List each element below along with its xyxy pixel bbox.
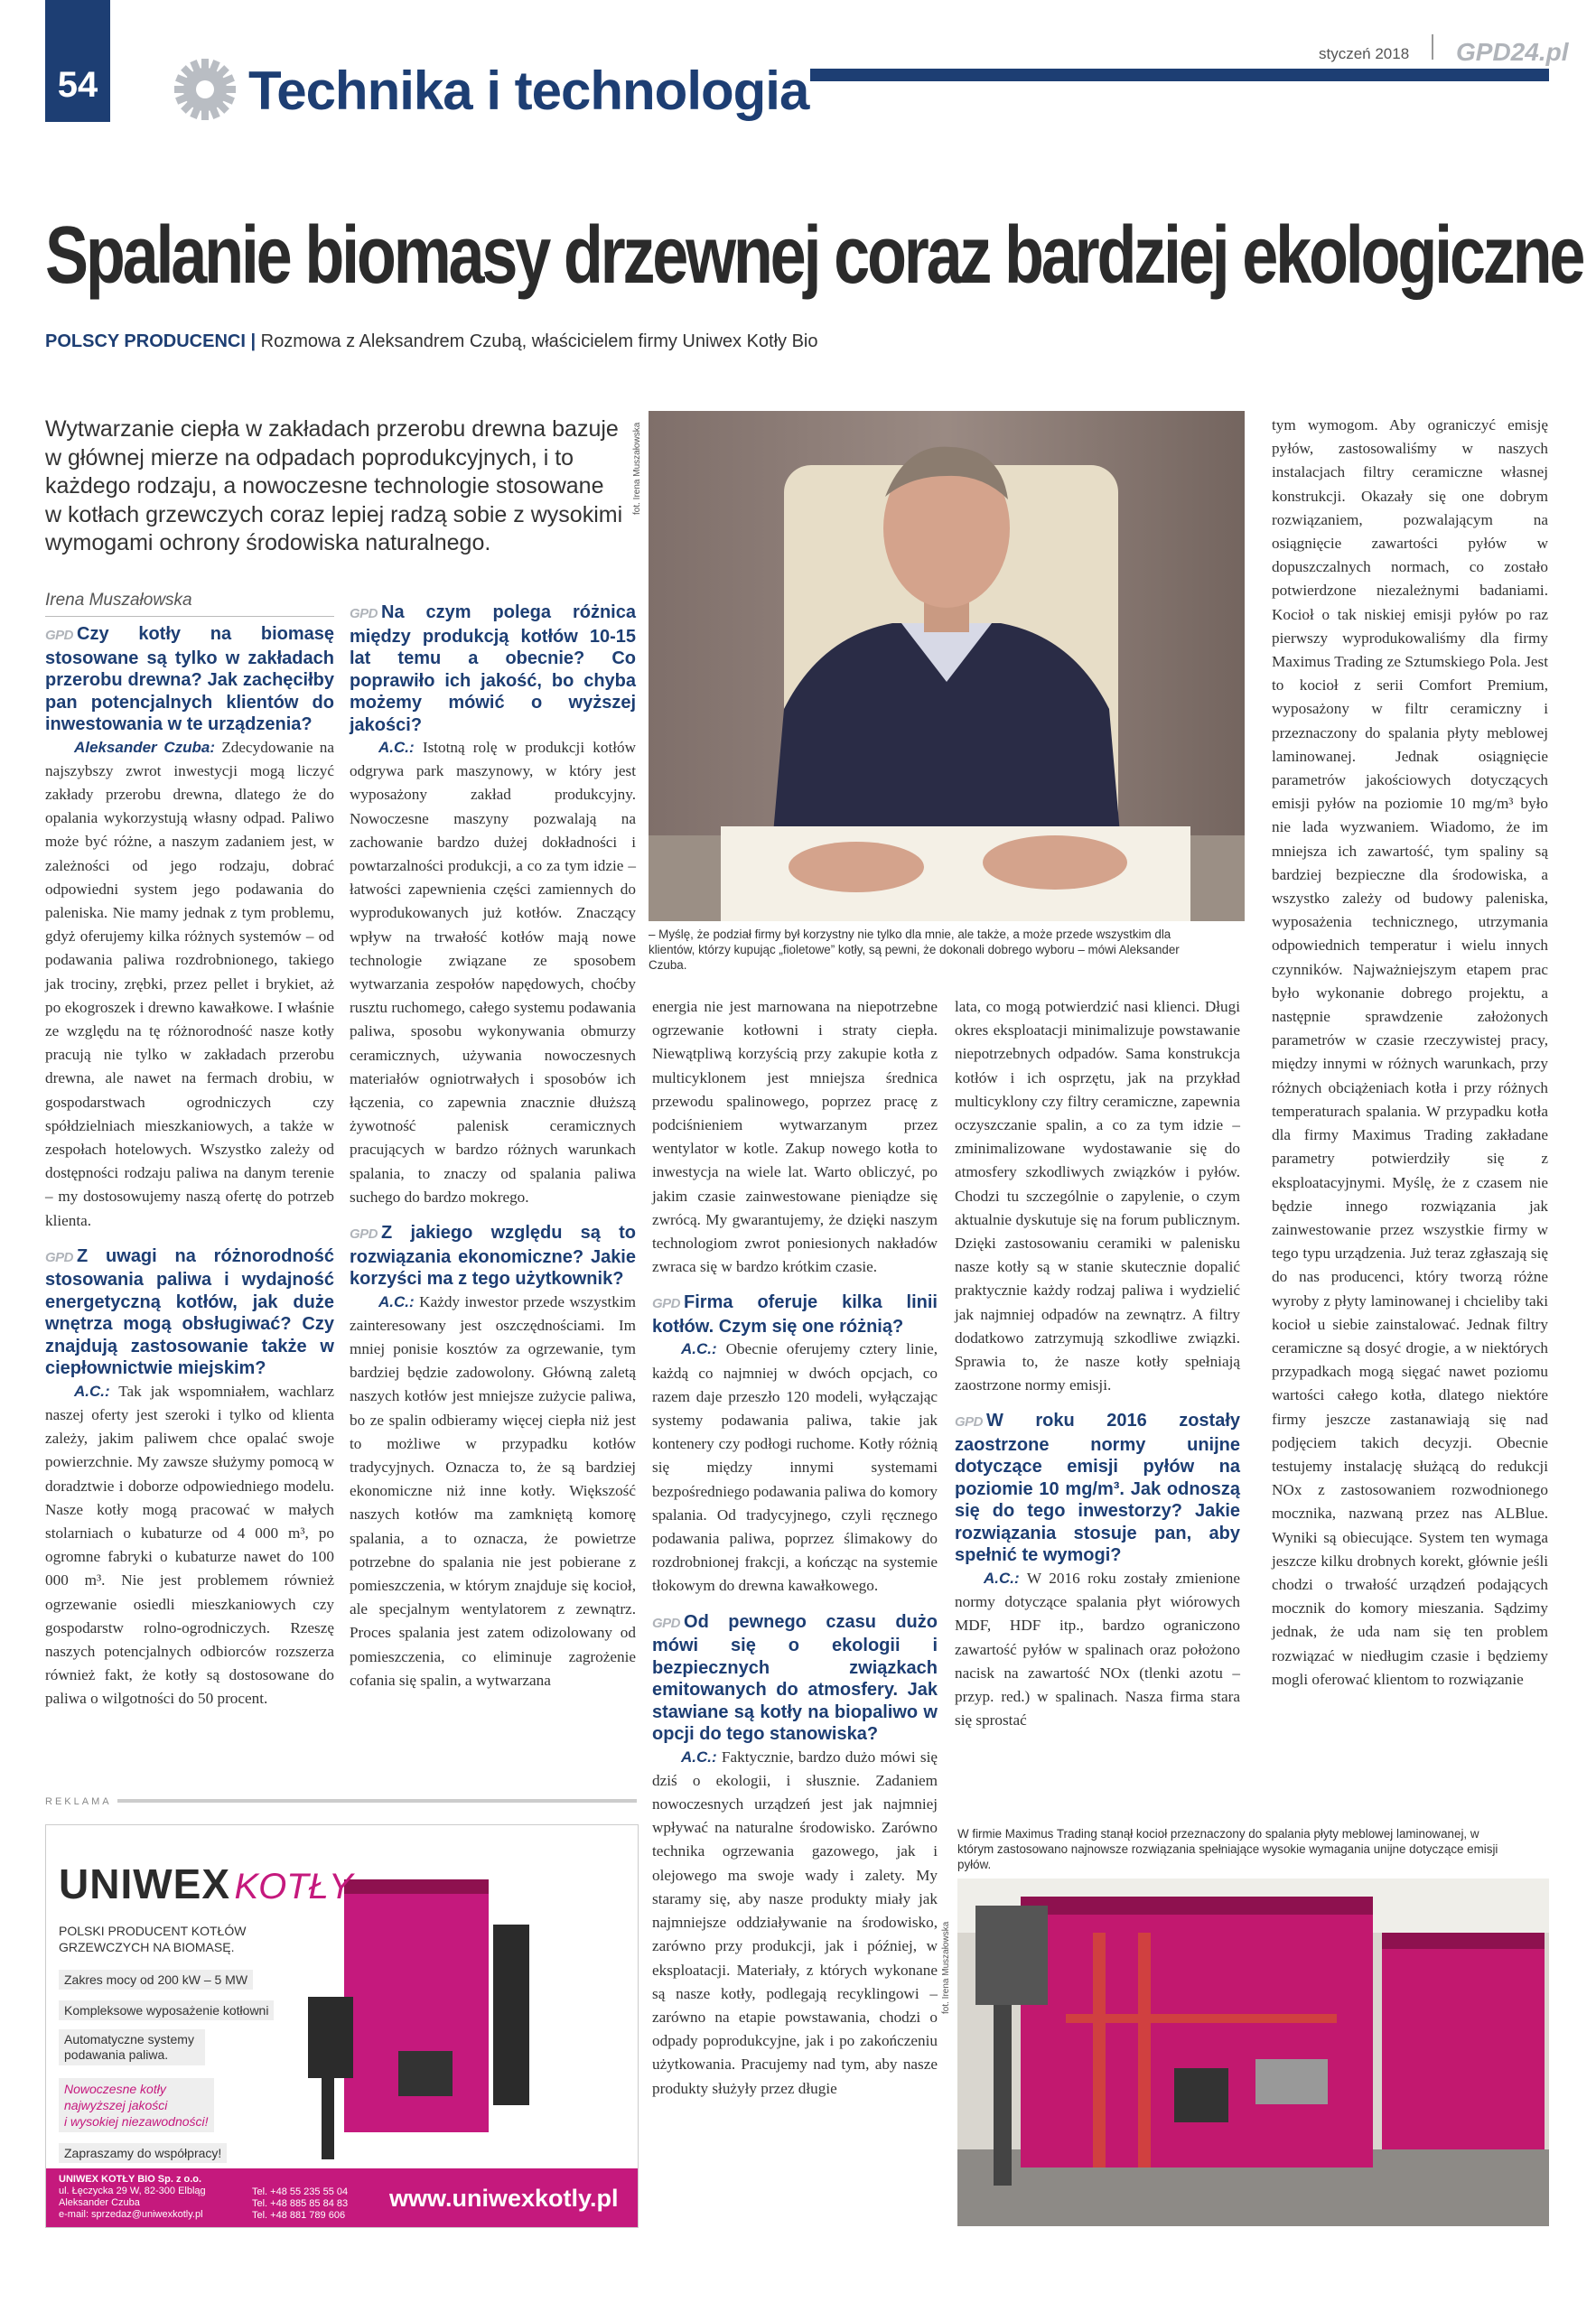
photo-credit: fot. Irena Muszałowska [632, 422, 642, 515]
column-1 [45, 623, 334, 1711]
speaker-label: A.C.: [681, 1340, 717, 1358]
ad-url[interactable]: www.uniwexkotly.pl [389, 2185, 619, 2212]
question-4: Z jakiego względu są to rozwiązania ekonomiczne? Jakie korzyści ma z tego użytkownik? [350, 1223, 636, 1290]
author-line [45, 591, 334, 617]
boiler-photo [957, 1878, 1549, 2226]
answer-4: Każdy inwestor przede wszystkim zainteresowany jest oszczędnościami. Im mniej ponisie kosztów za ogrzewanie, tym bardziej będzie zadowolony. Główną zaletą naszych kotłów jest mniejsze zużycie paliwa, bo ze spalin odbieramy więcej ciepła niż jest to możliwe w przypadku kotłów tradycyjnych. Oznacza to, że są bardziej ekonomiczne niż inne kotły. Większość naszych kotłów ma zamkniętą komorę spalania, a to oznacza, że powietrze potrzebne do spalania nie jest pobierane z pomieszczenia, w którym znajduje się kocioł, ale specjalnym wentylatorem z zewnątrz. Proces spalania jest zatem odizolowany od pomieszczenia, co eliminuje zagrożenie cofania się spalin, a wytwarzana [350, 1292, 637, 1689]
portrait-illustration [649, 411, 1245, 921]
ad-feature: Kompleksowe wyposażenie kotłowni [59, 2000, 274, 2020]
speaker-label: A.C.: [378, 739, 415, 756]
site-logo[interactable]: GPD24.pl [1456, 38, 1569, 66]
ad-company: UNIWEX KOTŁY BIO Sp. z o.o. [59, 2174, 202, 2185]
ad-highlight-line: Nowoczesne kotły [64, 2082, 166, 2096]
speaker-label: A.C.: [681, 1748, 717, 1766]
column-5-text: tym wymogom. Aby ograniczyć emisję pyłów, zastosowaliśmy w naszych instalacjach filtry ceramiczne własnej konstrukcji. Okazały się one dobrym rozwiązaniem, pozwalającym na osiągnięcie zawartości pyłów w dopuszczalnych normach, co zostało potwierdzone niezależnymi badaniami. Kocioł o tak niskiej emisji pyłów po raz pierwszy wyprodukowaliśmy dla firmy Maximus Trading ze Sztumskiego Pola. Jest to kocioł z serii Comfort Premium, wyposażony w filtr ceramiczny i przeznaczony do spalania płyty meblowej laminowanej. Jednak osiągnięcie parametrów jakościowych dotyczących emisji pyłów na poziomie 10 mg/m³ było nie lada wyzwaniem. Wiadomo, że im mniejsza ich zawartość, tym spaliny są bardziej bezpieczne dla środowiska, a wszystko zależy od budowy paleniska, wyposażenia technicznego, utrzymania odpowiednich temperatur i wielu innych czynników. Najważniejszym etapem prac było wykonanie dobrego projektu, a następnie sprawdzenie założonych parametrów w czasie rzeczywistej pracy, między innymi w różnych warunkach, przy różnych obciążeniach kotła i przy różnych temperaturach spalania. W przypadku kotła dla firmy Maximus Trading zakładane parametry potwierdziły się z eksploatacyjnymi. Myślę, że z czasem nie będzie innego rozwiązania jak zainwestowanie przez wszystkie firmy w tego typu urządzenia. Już teraz zgłaszają się do nas producenci, który tworzą różne wyroby z płyty laminowanej i chcieliby taki kocioł u siebie zainstalować. Jednak filtry ceramiczne są dosyć drogie, a w niektórych przypadkach mogą sięgać nawet poziomu wartości całego kotła, dlatego niektóre firmy jeszcze zastanawiają się nad podjęciem takich decyzji. Obecnie testujemy instalację służącą do redukcji NOx z zastosowaniem rozwodnionego mocznika, nazwaną przez nas ALBlue. Wyniki są obiecujące. System ten wymaga jeszcze kilku drobnych korekt, głównie jeśli chodzi o trwałość urządzeń podających mocznik do komory mieszania. Sądzimy jednak, że uda nam się ten problem rozwiązać w niedługim czasie i będziemy mogli oferować klientom to rozwiązanie [1272, 416, 1548, 1688]
answer-1: Zdecydowanie na najszybszy zwrot inwestycji mogą liczyć zakłady przerobu drewna, dlatego że do opalania wykorzystują własny odpad. Paliwo może być różne, a naszym zadaniem jest, w zależności od jego rodzaju, dobrać odpowiedni system jego podawania do paleniska. Nie mamy jednak z tym problemu, gdyż oferujemy kilka różnych systemów – od podawania paliwa rozdrobnionego, takiego jak trociny, zrębki, przez pellet i brykiet, aż po ekogroszek i drewno kawałkowe. I właśnie ze względu na tę różnorodność nasze kotły pracują nie tylko w zakładach przerobu drewna, ale nawet na fermach drobiu, w gospodarstwach ogrodniczych czy spółdzielniach mieszkaniowych, a także w zespołach hotelowych. Wszystko zależy od dostępności rodzaju paliwa na danym terenie – my dostosowujemy naszą ofertę do potrzeb klienta. [45, 738, 334, 1229]
answer-6: Faktycznie, bardzo dużo mówi się dziś o ekologii, i słusznie. Zadaniem nowoczesnych urządzeń jest jak najmniej wpływać na naturalne środowisko. Zarówno technika ogrzewania gazowego, jak i olejowego ma swoje wady i zalety. My staramy się, aby nasze produkty miały jak najmniejsze oddziaływanie na środowisko, zarówno przy produkcji, jak i później, w eksploatacji. Materiały, z których wykonane są nasze kotły, podlegają recyklingowi – zarówno na etapie powstawania, chodzi o odpady poprodukcyjne, jak i po zakończeniu użytkowania. Pracujemy nad tym, aby nasze produkty służyły przez długie [652, 1748, 938, 2097]
ad-highlight [59, 2078, 214, 2132]
question-1: Czy kotły na biomasę stosowane są tylko w zakładach przerobu drewna? Jak zachęciłby pan potencjalnych klientów do inwestowania w te urządzenia? [45, 624, 334, 734]
portrait-caption: – Myślę, że podział firmy był korzystny nie tylko dla mnie, ale także, a może przede wszystkim dla klientów, którzy kupując „fioletowe” kotły, są pewni, że dokonali dobrego wyboru – mówi Aleksander Czuba. [649, 928, 1180, 972]
continued-text: energia nie jest marnowana na niepotrzebne ogrzewanie kotłowni i straty ciepła. Niewątpliwą korzyścią przy zakupie kotła z multicyklonem jest mniejsza średnica przewodu spalinowego, poprzez pracę z podciśnieniem wytwarzanym przez wentylator w kotle. Zakup nowego kotła to inwestycja na wiele lat. Warto obliczyć, po jakim czasie zainwestowane pieniądze się zwrócą. My gwarantujemy, że dzięki naszym technologiom zwrot poniesionych nakładów zwraca się w bardzo krótkim czasie. [652, 998, 938, 1276]
gpd-mark: GPD [45, 1249, 74, 1265]
ad-highlight-line: najwyższej jakości [64, 2098, 168, 2112]
gpd-mark: GPD [652, 1615, 681, 1631]
gpd-mark: GPD [350, 606, 378, 621]
gear-icon [172, 56, 238, 123]
answer-3: Istotną rolę w produkcji kotłów odgrywa park maszynowy, w który jest wyposażony zakład produkcyjny. Nowoczesne maszyny pozwalają na zachowanie bardzo dużej dokładności i powtarzalności produkcji, a co za tym idzie – łatwości zapewnienia części zamiennych do wyprodukowanych już kotłów. Znaczący wpływ na trwałość kotłów mają nowe technologie związane ze sposobem wytwarzania zespołów napędowych, choćby rusztu ruchomego, całego systemu podawania paliwa, sposobu wykonywania obmurzy ceramicznych, używania nowoczesnych materiałów ogniotrwałych i sposobów ich łączenia, co zapewnia znacznie dłuższą żywotność palenisk ceramicznych pracujących w bardzo różnych warunkach spalania, to znaczy od spalania paliwa suchego do bardzo mokrego. [350, 739, 637, 1206]
ad-person: Aleksander Czuba [59, 2197, 140, 2208]
author-name: Irena Muszałowska [45, 591, 192, 610]
kicker: POLSCY PRODUCENCI [45, 331, 246, 351]
column-5 [1272, 414, 1548, 1692]
speaker-label: A.C.: [984, 1569, 1020, 1587]
ad-power-range: Zakres mocy od 200 kW – 5 MW [59, 1970, 253, 1990]
section-title: Technika i technologia [248, 61, 809, 121]
ad-phone: Tel. +48 885 85 84 83 [252, 2198, 349, 2209]
answer-7: W 2016 roku zostały zmienione normy dotyczące spalania płyt wiórowych MDF, HDF itp., bardzo ograniczono zawartość pyłów w spalinach oraz położono nacisk na zawartość NOx (tlenki azotu – przyp. red.) w spalinach. Nasza firma stara się sprostać [955, 1569, 1240, 1729]
ad-line: POLSKI PRODUCENT KOTŁÓW [59, 1924, 247, 1938]
ad-brand-script: KOTŁY [234, 1867, 353, 1906]
speaker-label: A.C.: [378, 1292, 415, 1310]
column-2 [350, 601, 636, 1692]
gpd-mark: GPD [350, 1226, 378, 1243]
column-3 [652, 995, 938, 2101]
ad-phone: Tel. +48 55 235 55 04 [252, 2186, 349, 2197]
speaker-label: A.C.: [74, 1382, 110, 1400]
gpd-mark: GPD [45, 628, 74, 643]
header-rule [810, 69, 1549, 81]
question-6: Od pewnego czasu dużo mówi się o ekologii i bezpiecznych związkach emitowanych do atmosfery. Jak stawiane są kotły na biopaliwo w opcji do tego stanowiska? [652, 1611, 938, 1745]
boiler-illustration [957, 1878, 1549, 2226]
ad-line: GRZEWCZYCH NA BIOMASĘ. [59, 1940, 235, 1954]
subtitle-text: Rozmowa z Aleksandrem Czubą, właścicielem firmy Uniwex Kotły Bio [260, 331, 818, 351]
gpd-mark: GPD [955, 1414, 984, 1431]
portrait-photo [649, 411, 1245, 921]
question-7: W roku 2016 zostały zaostrzone normy unijne dotyczące emisji pyłów na poziomie 10 mg/m³. Jak odnoszą się do tego inwestorzy? Jakie rozwiązania stosuje pan, aby spełnić te wymogi? [955, 1411, 1240, 1566]
ad-phones [252, 2186, 348, 2222]
speaker-label: Aleksander Czuba: [74, 738, 216, 756]
page-number: 54 [57, 65, 98, 105]
boiler-caption: W firmie Maximus Trading stanął kocioł przeznaczony do spalania płyty meblowej laminowanej, w którym zastosowano najnowsze rozwiązania spełniające wysokie wymagania unijne dotyczące emisji pyłów. [957, 1827, 1498, 1871]
article-lead: Wytwarzanie ciepła w zakładach przerobu drewna bazuje w głównej mierze na odpadach poprodukcyjnych, i to każdego rodzaju, a nowoczesne technologie stosowane w kotłach grzewczych coraz lepiej radzą sobie z wysokimi wymogami ochrony środowiska naturalnego. [45, 416, 623, 555]
answer-5: Obecnie oferujemy cztery linie, każdą co najmniej w dwóch opcjach, co razem daje przeszło 120 modeli, wyłączając systemy podawania paliwa, takie jak kontenery czy podłogi ruchome. Kotły różnią się między innymi systemami bezpośredniego podawania paliwa do komory spalania. Od tradycyjnego, czyli ręcznego podawania paliwa, poprzez ślimakowy do rozdrobnionej frakcji, a kończąc na systemie tłokowym do drewna kawałkowego. [652, 1340, 938, 1595]
ad-highlight-line: i wysokiej niezawodności! [64, 2114, 209, 2129]
question-3: Na czym polega różnica między produkcją kotłów 10-15 lat temu a obecnie? Co poprawiło ich jakość, bo chyba możemy mówić o wyższej jakości? [350, 602, 636, 735]
ad-label-text: REKLAMA [45, 1796, 117, 1807]
ad-contact [59, 2174, 206, 2221]
photo-credit: fot. Irena Muszałowska [941, 1921, 951, 2014]
advertisement[interactable] [45, 1824, 639, 2228]
ad-brand [59, 1860, 353, 1908]
ad-address: ul. Łęczycka 29 W, 82-300 Elbląg [59, 2186, 206, 2196]
ad-email[interactable]: e-mail: sprzedaz@uniwexkotly.pl [59, 2209, 203, 2220]
continued-text: lata, co mogą potwierdzić nasi klienci. Długi okres eksploatacji minimalizuje powstawanie niepotrzebnych odpadów. Sama konstrukcja kotłów i ich osprzętu, jak na przykład multicyklony czy filtry ceramiczne, zapewnia oczyszczanie spalin, a co za tym idzie – zminimalizowane wydostawanie się do atmosfery szkodliwych związków i pyłów. Chodzi tu szczególnie o zapylenie, o czym aktualnie dyskutuje się na forum publicznym. Dzięki zastosowaniu ceramiki w palenisku nasze kotły są w stanie skutecznie dopalić praktycznie każdy rodzaj paliwa i wydzielić jak najmniej odpadów na zewnątrz. A filtry dodatkowo zatrzymują szkodliwe związki. Sprawia to, że nasze kotły spełniają zaostrzone normy emisji. [955, 998, 1240, 1394]
ad-label [45, 1793, 637, 1807]
ad-invite: Zapraszamy do współpracy! [59, 2143, 227, 2163]
answer-2: Tak jak wspomniałem, wachlarz naszej oferty jest szeroki i tylko od klienta zależy, jakim paliwem chce opalać swoje powierzchnie. My zawsze służymy pomocą w doradztwie i doborze odpowiedniego modelu. Nasze kotły mogą pracować w małych stolarniach o kubaturze od 4 000 m³, po ogromne fabryki o kubaturze nawet do 100 000 m³. Nie jest problemem również ogrzewanie osiedli mieszkaniowych czy gospodarstw rolno-ogrodniczych. Rzeszę naszych potencjalnych odbiorców rozszerza również fakt, że kotły są dostosowane do paliwa o wilgotności do 50 procent. [45, 1382, 334, 1708]
question-2: Z uwagi na różnorodność stosowania paliwa i wydajność energetyczną kotłów, jak duże wnętrza mogą obsługiwać? Czy znajdują zastosowanie także w ciepłownictwie miejskim? [45, 1245, 334, 1379]
ad-feature: Automatyczne systemy podawania paliwa. [59, 2029, 205, 2065]
ad-phone: Tel. +48 881 789 606 [252, 2210, 346, 2221]
article-title: Spalanie biomasy drzewnej coraz bardziej ekologiczne [45, 210, 1583, 301]
gpd-mark: GPD [652, 1296, 681, 1312]
ad-brand-name: UNIWEX [59, 1860, 230, 1907]
column-4 [955, 995, 1240, 1732]
issue-date: styczeń 2018 [1319, 45, 1410, 62]
ad-producer-lines [59, 1923, 246, 1955]
article-subtitle: POLSCY PRODUCENCI | Rozmowa z Aleksandrem Czubą, właścicielem firmy Uniwex Kotły Bio [45, 331, 818, 351]
header-divider [1432, 34, 1433, 60]
question-5: Firma oferuje kilka linii kotłów. Czym się one różnią? [652, 1292, 938, 1337]
